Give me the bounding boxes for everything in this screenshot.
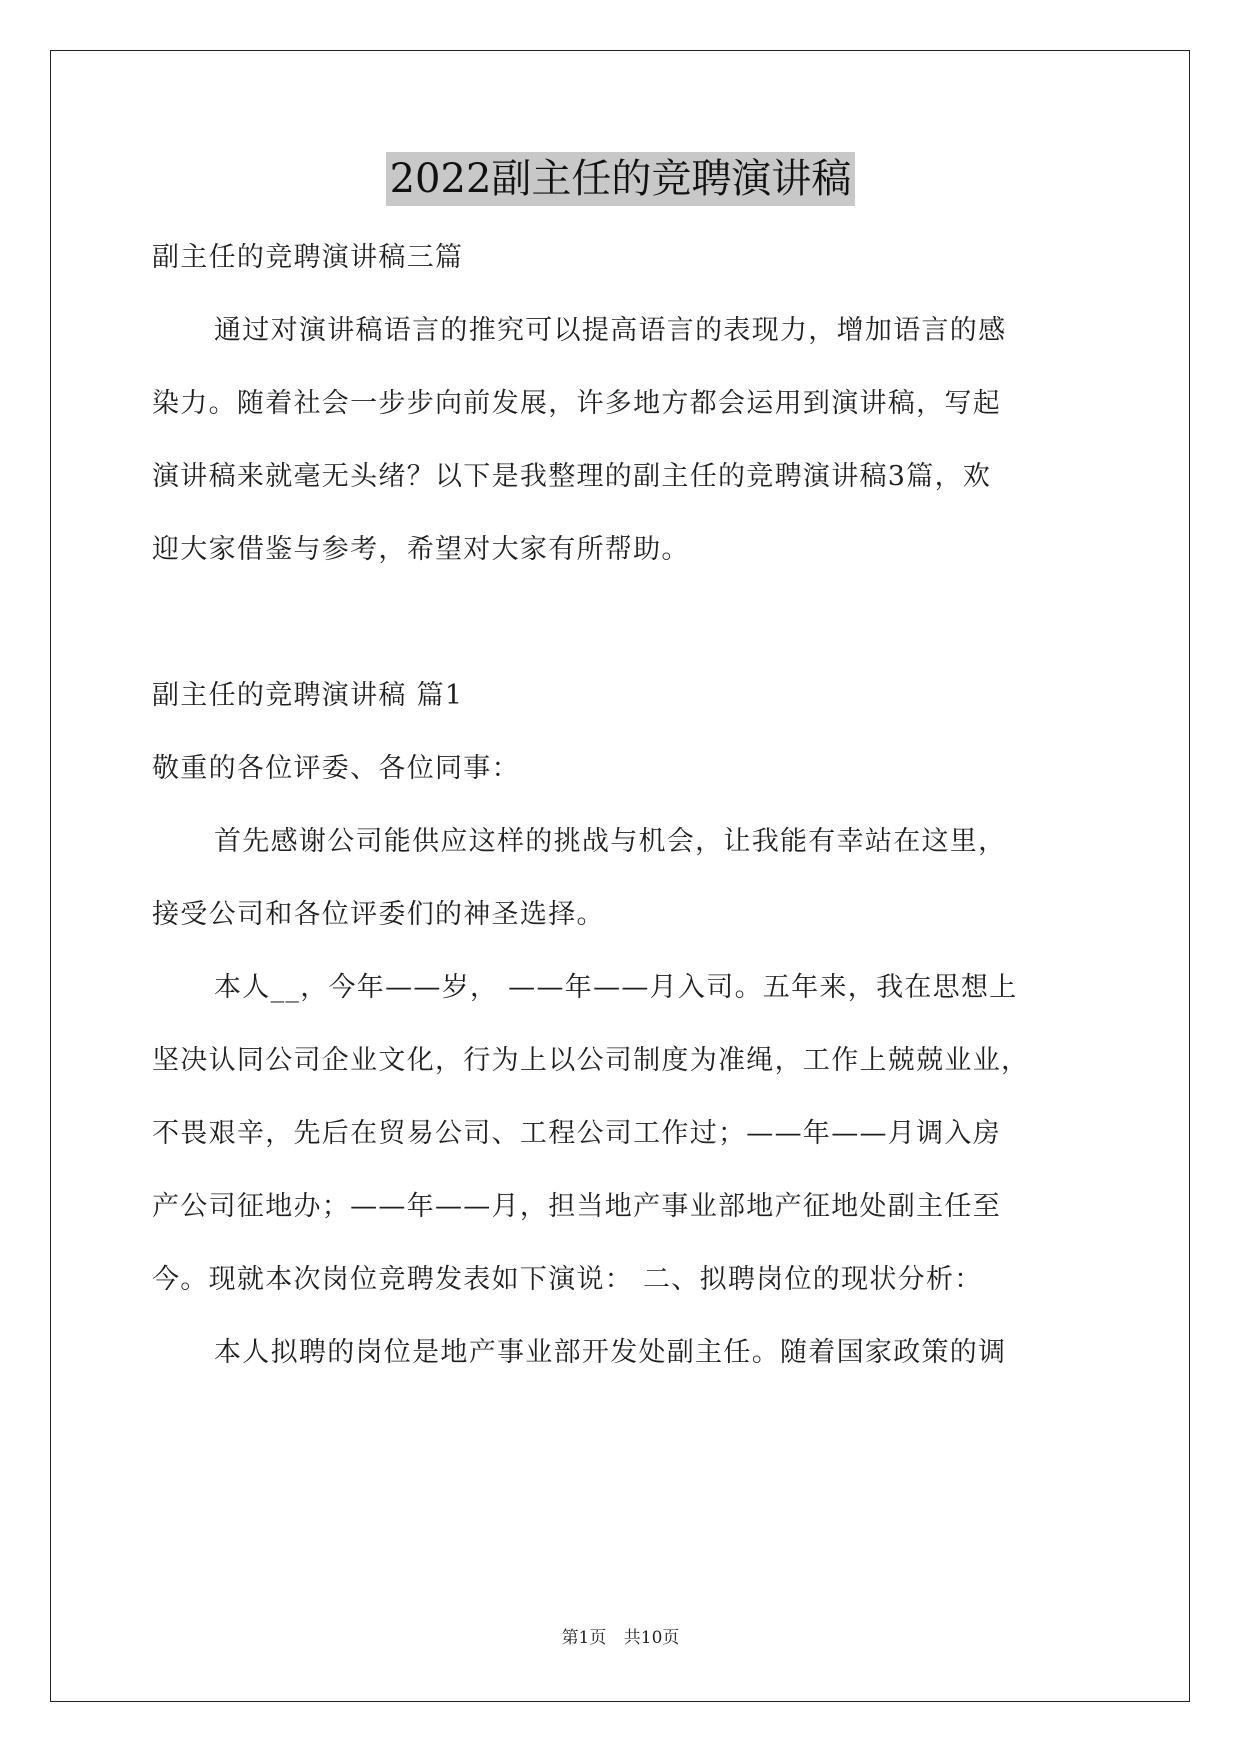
paragraph-line: 演讲稿来就毫无头绪？以下是我整理的副主任的竞聘演讲稿3篇，欢 (152, 461, 992, 492)
page-footer (0, 1627, 1241, 1649)
paragraph-line: 通过对演讲稿语言的推究可以提高语言的表现力，增加语言的感 (214, 315, 1007, 346)
paragraph-line: 接受公司和各位评委们的神圣选择。 (152, 899, 605, 930)
paragraph-line: 今。现就本次岗位竞聘发表如下演说： 二、拟聘岗位的现状分析： (152, 1264, 983, 1295)
page-total: 共10页 (623, 1628, 680, 1648)
subtitle: 副主任的竞聘演讲稿三篇 (152, 242, 464, 273)
paragraph-line: 迎大家借鉴与参考，希望对大家有所帮助。 (152, 534, 690, 565)
title-container (0, 152, 1241, 206)
section-heading: 副主任的竞聘演讲稿 篇1 (152, 680, 464, 711)
page-number: 第1页 (561, 1628, 607, 1648)
salutation: 敬重的各位评委、各位同事： (152, 753, 520, 784)
paragraph-line: 本人__，今年——岁， ——年——月入司。五年来，我在思想上 (214, 972, 1018, 1003)
paragraph-line: 不畏艰辛，先后在贸易公司、工程公司工作过；——年——月调入房 (152, 1118, 1001, 1149)
paragraph-line: 染力。随着社会一步步向前发展，许多地方都会运用到演讲稿，写起 (152, 388, 1001, 419)
document-title: 2022副主任的竞聘演讲稿 (386, 152, 856, 206)
paragraph-line: 首先感谢公司能供应这样的挑战与机会，让我能有幸站在这里， (214, 826, 1007, 857)
paragraph-line: 坚决认同公司企业文化，行为上以公司制度为准绳，工作上兢兢业业， (152, 1045, 1030, 1076)
paragraph-line: 本人拟聘的岗位是地产事业部开发处副主任。随着国家政策的调 (214, 1337, 1007, 1368)
page-border (50, 50, 1190, 1702)
paragraph-line: 产公司征地办；——年——月，担当地产事业部地产征地处副主任至 (152, 1191, 1001, 1222)
